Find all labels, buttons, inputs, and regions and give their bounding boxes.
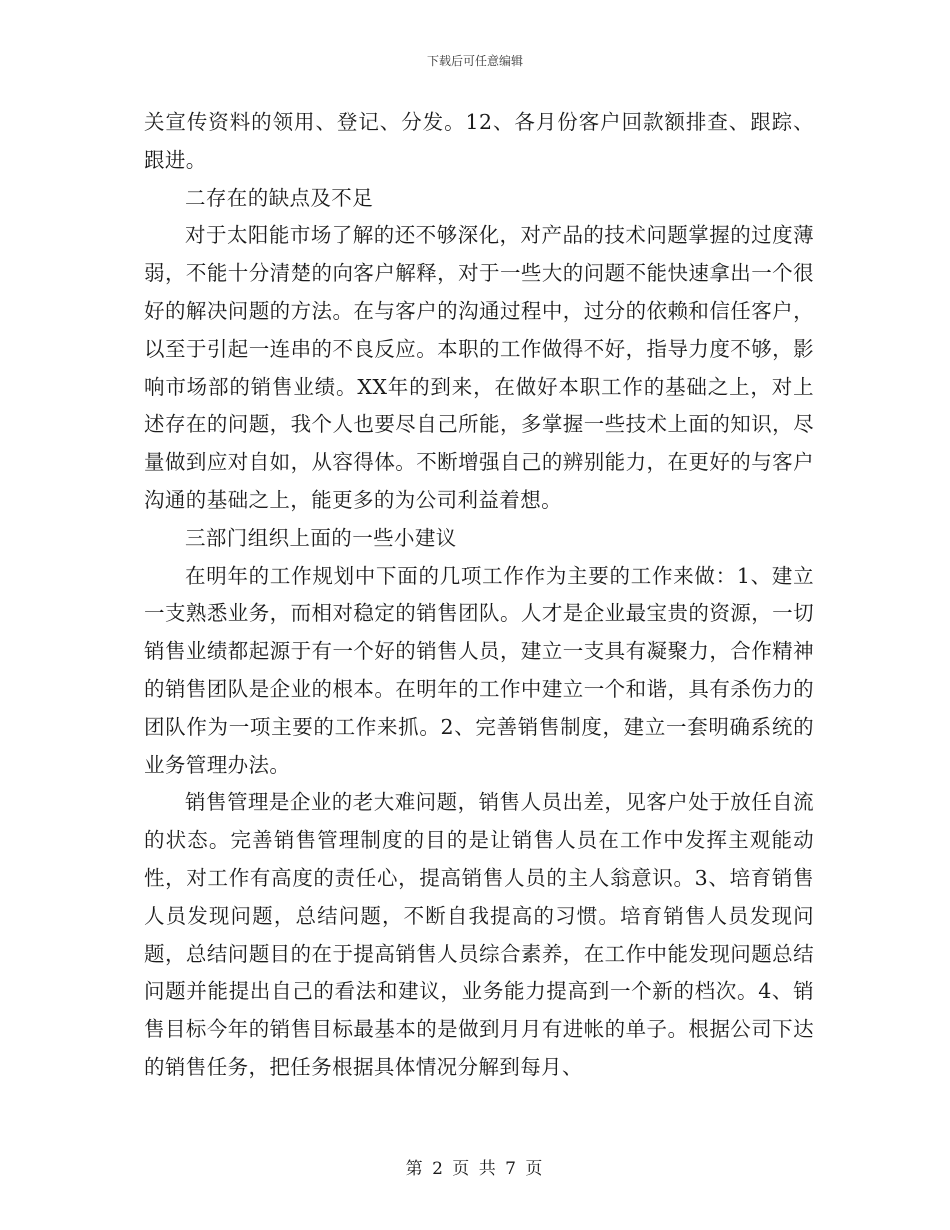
section-heading: 二存在的缺点及不足 [185,185,374,210]
paragraph: 对于太阳能市场了解的还不够深化，对产品的技术问题掌握的过度薄弱，不能十分清楚的向客户解释，对于一些大的问题不能快速拿出一个很好的解决问题的方法。在与客户的沟通过程中，过分的依赖和信任客户，以至于引起一连串的不良反应。本职的工作做得不好，指导力度不够，影响市场部的销售业绩。XX年的到来，在做好本职工作的基础之上，对上述存在的问题，我个人也要尽自己所能，多掌握一些技术上面的知识，尽量做到应对自如，从容得体。不断增强自己的辨别能力，在更好的与客户沟通的基础之上，能更多的为公司利益着想。 [144,223,814,512]
section-heading: 三部门组织上面的一些小建议 [185,525,457,550]
document-body [144,104,814,1087]
page-number-footer: 第 2 页 共 7 页 [405,1159,545,1179]
paragraph: 在明年的工作规划中下面的几项工作作为主要的工作来做：1、建立一支熟悉业务，而相对稳定的销售团队。人才是企业最宝贵的资源，一切销售业绩都起源于有一个好的销售人员，建立一支具有凝聚力，合作精神的销售团队是企业的根本。在明年的工作中建立一个和谐，具有杀伤力的团队作为一项主要的工作来抓。2、完善销售制度，建立一套明确系统的业务管理办法。 [144,563,814,777]
paragraph: 销售管理是企业的老大难问题，销售人员出差，见客户处于放任自流的状态。完善销售管理制度的目的是让销售人员在工作中发挥主观能动性，对工作有高度的责任心，提高销售人员的主人翁意识。3、培育销售人员发现问题，总结问题，不断自我提高的习惯。培育销售人员发现问题，总结问题目的在于提高销售人员综合素养，在工作中能发现问题总结问题并能提出自己的看法和建议，业务能力提高到一个新的档次。4、销售目标今年的销售目标最基本的是做到月月有进帐的单子。根据公司下达的销售任务，把任务根据具体情况分解到每月、 [144,790,814,1079]
paragraph: 关宣传资料的领用、登记、分发。12、各月份客户回款额排查、跟踪、跟进。 [144,110,814,172]
page-header: 下载后可任意编辑 [426,54,523,68]
